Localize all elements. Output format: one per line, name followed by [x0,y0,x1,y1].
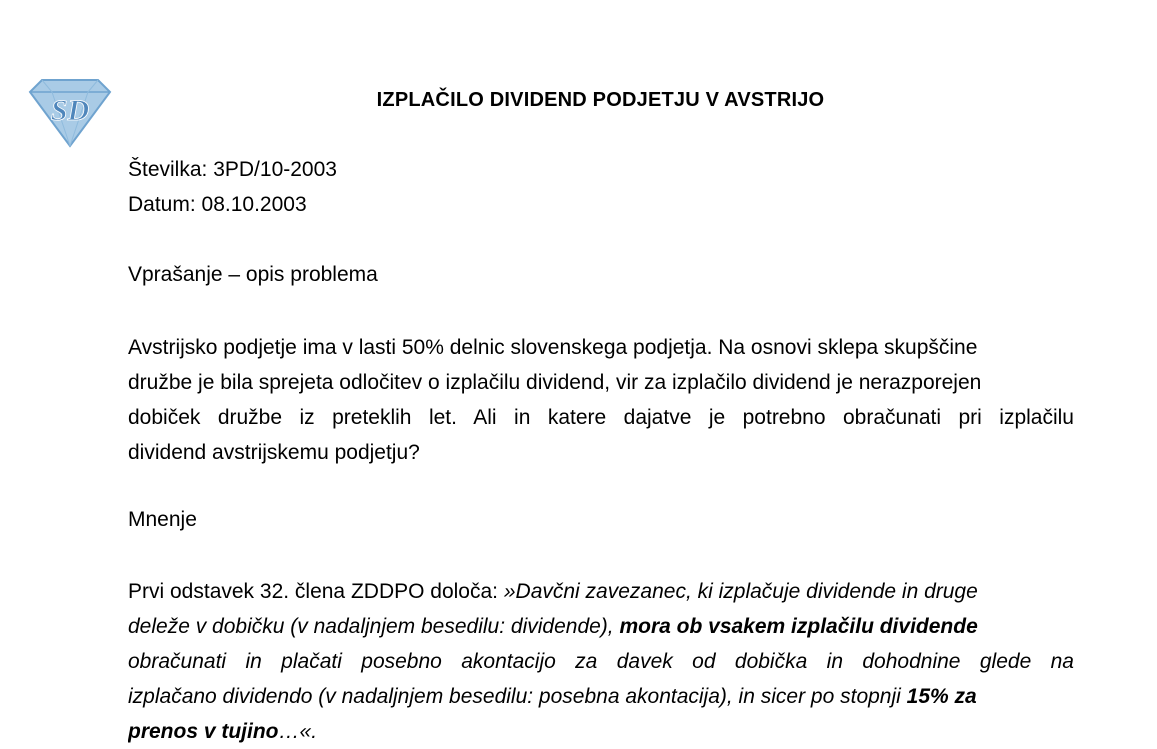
question-line: Avstrijsko podjetje ima v lasti 50% delnic slovenskega podjetja. Na osnovi sklepa skupščine [128,336,978,359]
question-line: družbe je bila sprejeta odločitev o izplačilu dividend, vir za izplačilo dividend je nerazporejen [128,371,982,394]
question-heading: Vprašanje – opis problema [128,263,378,286]
quote-text: izplačano dividendo (v nadaljnjem besedilu: posebna akontacija), in sicer po stopnji [128,685,907,708]
quote-text: …«. [278,720,318,743]
opinion-line [128,679,1074,714]
opinion-line [128,574,1074,609]
quote-emphasis: 15% za [906,685,977,708]
quote-text: deleže v dobičku (v nadaljnjem besedilu: dividende), [128,615,620,638]
opinion-line [128,609,1074,644]
opinion-line [128,714,1074,749]
opinion-heading: Mnenje [128,508,197,531]
document-title: IZPLAČILO DIVIDEND PODJETJU V AVSTRIJO [376,89,825,111]
quote-text: »Davčni zavezanec, ki izplačuje dividende in druge [503,580,978,603]
question-line: dividend avstrijskemu podjetju? [128,441,420,464]
document-date: Datum: 08.10.2003 [128,193,307,216]
opinion-line: obračunati in plačati posebno akontacijo za davek od dobička in dohodnine glede na [128,650,1074,673]
quote-emphasis: prenos v tujino [128,720,279,743]
opinion-paragraph [128,574,1074,749]
diamond-logo-icon [28,78,112,150]
logo-text: SD [50,94,90,127]
question-line: dobiček družbe iz preteklih let. Ali in katere dajatve je potrebno obračunati pri izplačilu [128,406,1074,429]
opinion-text: Prvi odstavek 32. člena ZDDPO določa: [128,580,504,603]
company-logo [28,78,112,150]
document-number: Številka: 3PD/10-2003 [128,158,337,181]
question-paragraph [128,330,1074,470]
quote-emphasis: mora ob vsakem izplačilu dividende [619,615,978,638]
